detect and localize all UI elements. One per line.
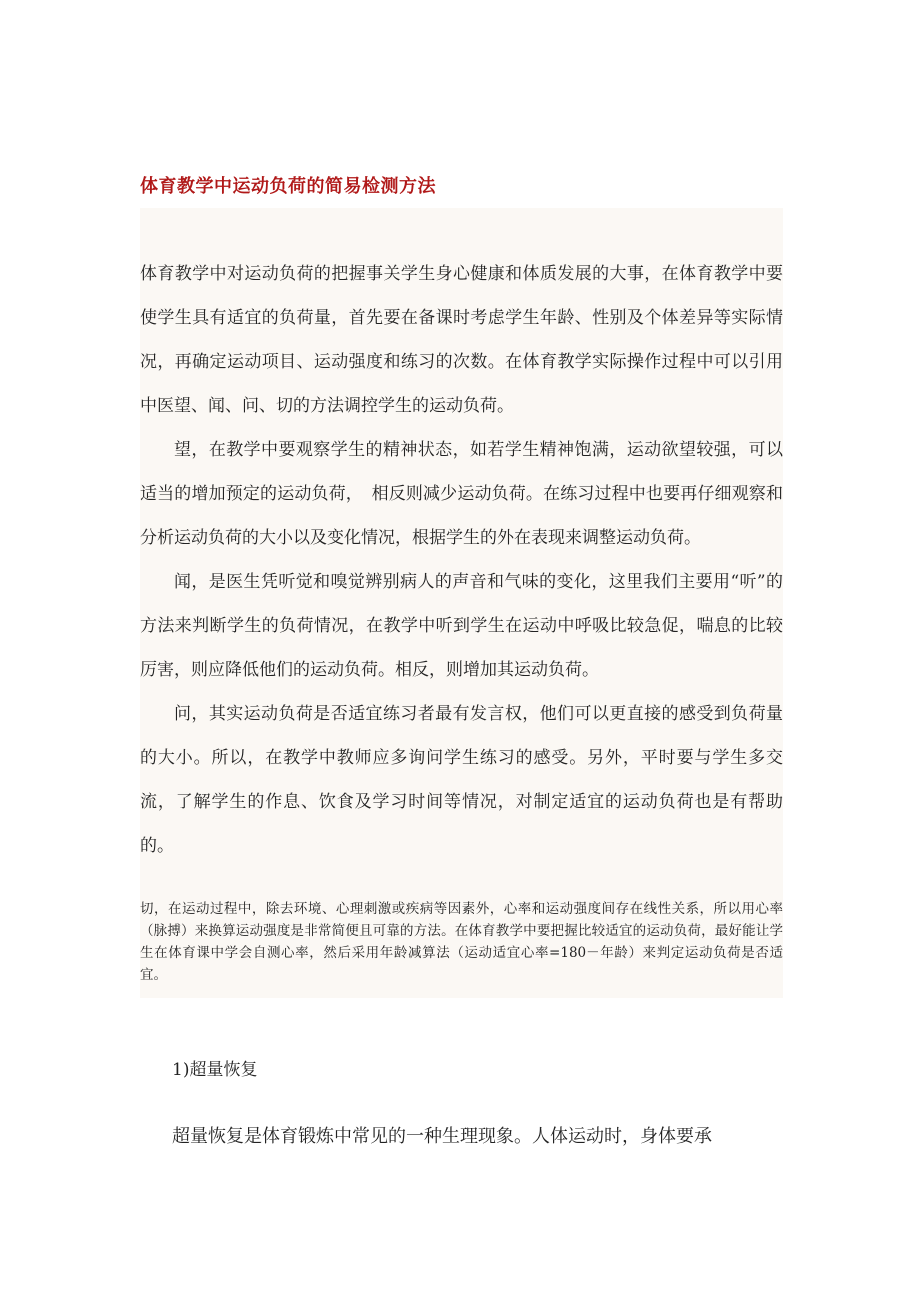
paragraph-intro: 体育教学中对运动负荷的把握事关学生身心健康和体质发展的大事，在体育教学中要使学生具有适宜的负荷量，首先要在备课时考虑学生年龄、性别及个体差异等实际情况，再确定运动项目、运动强度和练习的次数。在体育教学实际操作过程中可以引用中医望、闻、问、切的方法调控学生的运动负荷。 [140, 264, 783, 416]
paragraph-wen: 闻，是医生凭听觉和嗅觉辨别病人的声音和气味的变化，这里我们主要用“听”的方法来判断学生的负荷情况，在教学中听到学生在运动中呼吸比较急促，喘息的比较厉害，则应降低他们的运动负荷。相反，则增加其运动负荷。 [140, 572, 783, 680]
paragraph-wen-ask: 问，其实运动负荷是否适宜练习者最有发言权，他们可以更直接的感受到负荷量的大小。所以，在教学中教师应多询问学生练习的感受。另外，平时要与学生多交流，了解学生的作息、饮食及学习时间等情况，对制定适宜的运动负荷也是有帮助的。 [140, 704, 783, 856]
article-body [140, 208, 783, 898]
article-title: 体育教学中运动负荷的简易检测方法 [140, 176, 436, 197]
paragraph-wang: 望，在教学中要观察学生的精神状态，如若学生精神饱满，运动欲望较强，可以适当的增加预定的运动负荷， 相反则减少运动负荷。在练习过程中也要再仔细观察和分析运动负荷的大小以及变化情况，根据学生的外在表现来调整运动负荷。 [140, 440, 783, 548]
section-heading: 1)超量恢复 [172, 1060, 258, 1080]
paragraph-qie: 切，在运动过程中，除去环境、心理刺激或疾病等因素外，心率和运动强度间存在线性关系，所以用心率（脉搏）来换算运动强度是非常简便且可靠的方法。在体育教学中要把握比较适宜的运动负荷，最好能让学生在体育课中学会自测心率，然后采用年龄减算法（运动适宜心率=180－年龄）来判定运动负荷是否适宜。 [140, 901, 783, 983]
section-paragraph: 超量恢复是体育锻炼中常见的一种生理现象。人体运动时，身体要承 [172, 1126, 712, 1147]
paragraph-qie-block [140, 898, 783, 998]
